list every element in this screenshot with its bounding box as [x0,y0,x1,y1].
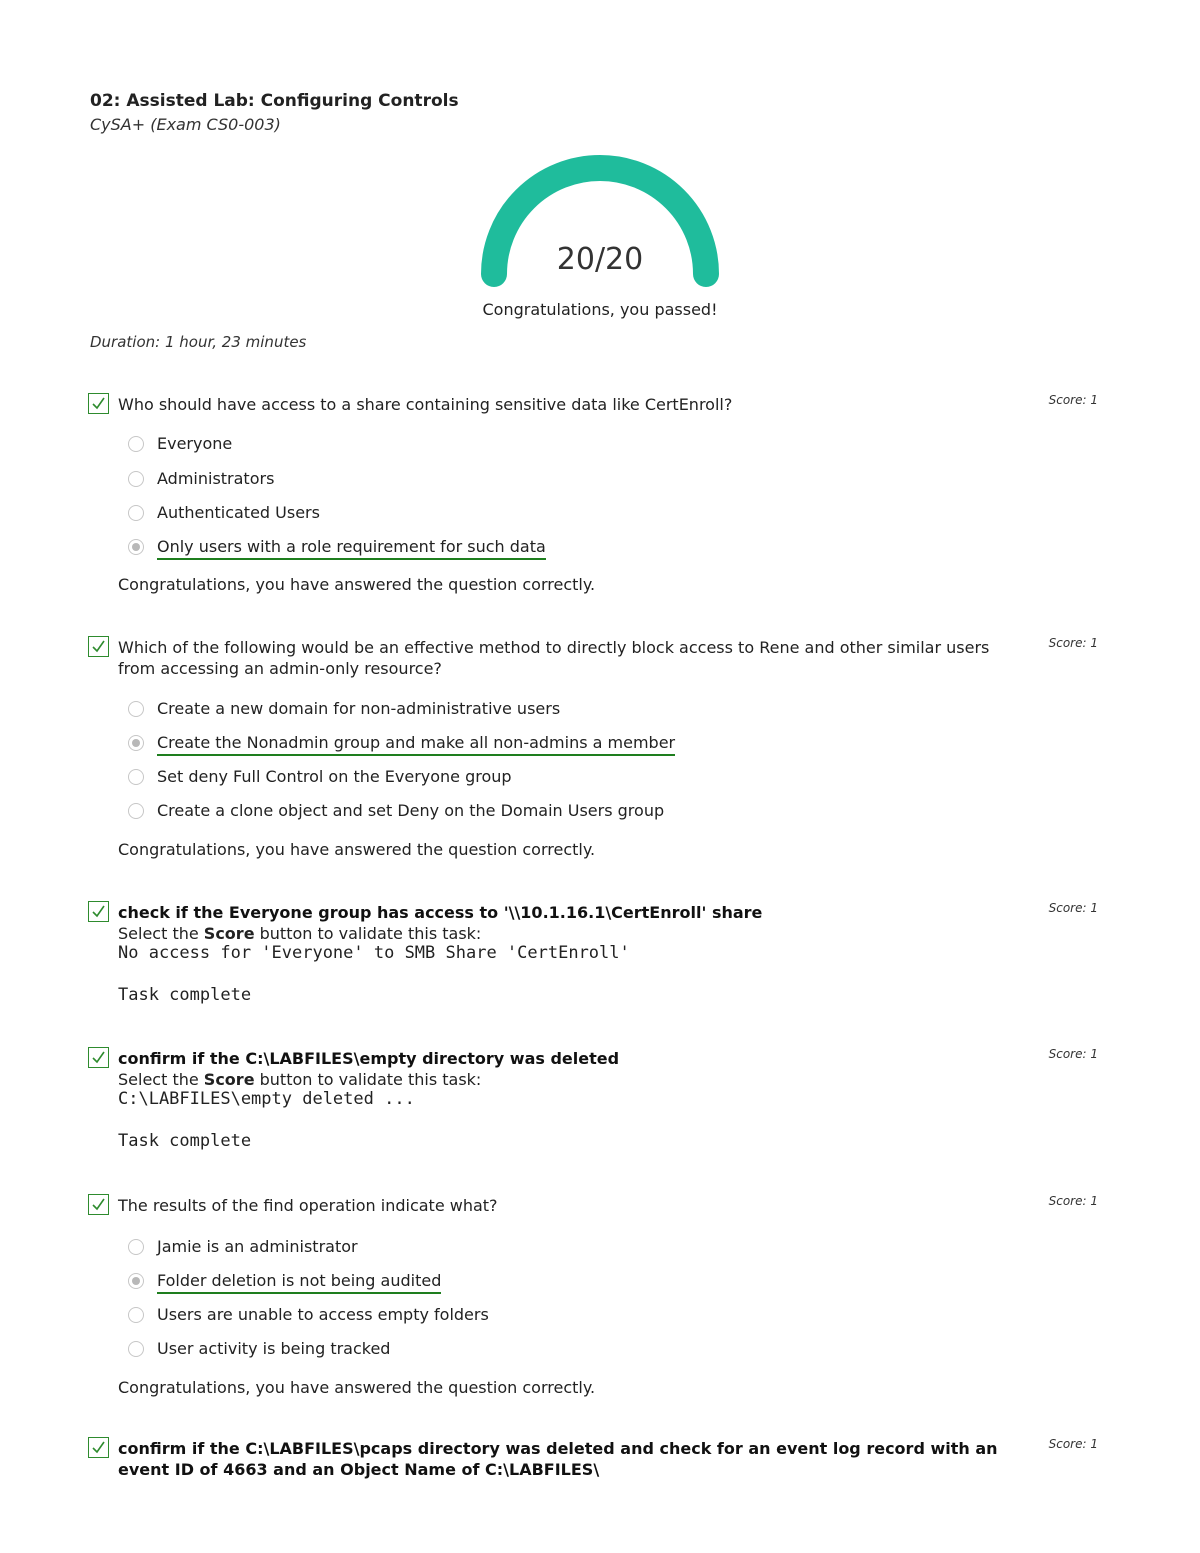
option-label-correct: Only users with a role requirement for such data [157,536,546,560]
answer-feedback: Congratulations, you have answered the question correctly. [118,575,596,594]
option-label-correct: Folder deletion is not being audited [157,1270,441,1294]
check-icon [88,1047,109,1068]
question-5 [88,1194,1108,1404]
radio-icon[interactable] [128,1239,144,1255]
question-score: Score: 1 [1048,901,1098,915]
task-instruction: Select the Score button to validate this task: [118,1070,482,1089]
option-label: Jamie is an administrator [157,1237,358,1256]
score-button-label: Score [203,1070,255,1089]
option-label: Administrators [157,469,275,488]
check-icon [88,1194,109,1215]
duration-text: Duration: 1 hour, 23 minutes [90,333,307,351]
option-label: User activity is being tracked [157,1339,391,1358]
answer-feedback: Congratulations, you have answered the question correctly. [118,840,596,859]
radio-selected-icon[interactable] [128,735,144,751]
answer-feedback: Congratulations, you have answered the question correctly. [118,1378,596,1397]
task-text: confirm if the C:\LABFILES\empty directory was deleted [118,1049,620,1068]
score-gauge [480,150,720,290]
question-score: Score: 1 [1048,1194,1098,1208]
question-text: The results of the find operation indicate what? [118,1196,498,1215]
option-label: Create a clone object and set Deny on the Domain Users group [157,801,665,820]
radio-icon[interactable] [128,769,144,785]
question-text: Who should have access to a share containing sensitive data like CertEnroll? [118,395,733,414]
option-label: Authenticated Users [157,503,320,522]
option-label-correct: Create the Nonadmin group and make all non-admins a member [157,732,675,756]
option-label: Everyone [157,434,233,453]
check-icon [88,1437,109,1458]
task-status: Task complete [118,985,252,1005]
score-button-label: Score [203,924,255,943]
score-value: 20/20 [556,242,644,277]
page-title: 02: Assisted Lab: Configuring Controls [90,91,459,111]
question-3 [88,901,1108,1011]
question-6 [88,1437,1108,1497]
option-label: Set deny Full Control on the Everyone group [157,767,512,786]
task-output: C:\LABFILES\empty deleted ... [118,1089,415,1109]
check-icon [88,393,109,414]
question-text: Which of the following would be an effective method to directly block access to Rene and other similar users from accessing an admin-only resource? [118,638,990,678]
option-label: Create a new domain for non-administrative users [157,699,561,718]
radio-icon[interactable] [128,701,144,717]
radio-selected-icon[interactable] [128,539,144,555]
radio-icon[interactable] [128,436,144,452]
exam-subtitle: CySA+ (Exam CS0-003) [90,115,281,134]
task-instruction: Select the Score button to validate this task: [118,924,482,943]
question-score: Score: 1 [1048,636,1098,650]
task-text: confirm if the C:\LABFILES\pcaps directory was deleted and check for an event log record with an event ID of 4663 and an Object Name of C:\LABFILES\ [118,1439,998,1479]
radio-selected-icon[interactable] [128,1273,144,1289]
question-2 [88,636,1108,866]
task-status: Task complete [118,1131,252,1151]
radio-icon[interactable] [128,803,144,819]
question-score: Score: 1 [1048,1437,1098,1451]
question-score: Score: 1 [1048,1047,1098,1061]
option-label: Users are unable to access empty folders [157,1305,489,1324]
question-score: Score: 1 [1048,393,1098,407]
radio-icon[interactable] [128,1341,144,1357]
check-icon [88,636,109,657]
pass-message: Congratulations, you passed! [482,300,718,319]
radio-icon[interactable] [128,471,144,487]
radio-icon[interactable] [128,1307,144,1323]
radio-icon[interactable] [128,505,144,521]
question-1 [88,393,1108,593]
task-output: No access for 'Everyone' to SMB Share 'CertEnroll' [118,943,630,963]
check-icon [88,901,109,922]
question-4 [88,1047,1108,1157]
task-text: check if the Everyone group has access to '\\10.1.16.1\CertEnroll' share [118,903,763,922]
